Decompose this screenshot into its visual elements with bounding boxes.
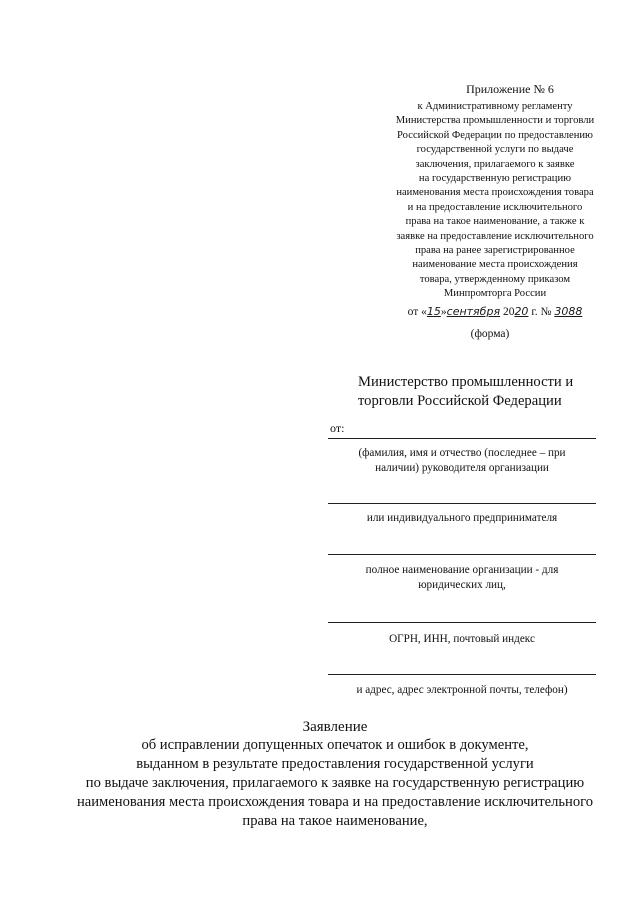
order-date-number	[380, 305, 610, 318]
appendix-line: права на такое наименование, а также к	[405, 216, 585, 228]
statement-line: по выдаче заключения, прилагаемого к заявке на государственную регистрацию	[85, 775, 585, 791]
appendix-regulation-text	[380, 100, 610, 302]
appendix-line: наименование места происхождения	[412, 259, 578, 271]
date-prefix: от «	[407, 306, 427, 318]
applicant-name-field[interactable]	[328, 438, 596, 439]
appendix-line: и на предоставление исключительного	[407, 201, 583, 213]
appendix-line: Российской Федерации по предоставлению	[397, 129, 593, 141]
organization-name-field[interactable]	[328, 554, 596, 555]
appendix-line: наименования места происхождения товара	[396, 187, 594, 199]
field-caption: или индивидуального предпринимателя	[366, 512, 558, 524]
recipient-line: Министерство промышленности и	[358, 374, 574, 390]
statement-line: об исправлении допущенных опечаток и ошибок в документе,	[141, 737, 529, 753]
appendix-line: заключения, прилагаемого к заявке	[415, 158, 575, 170]
appendix-line: на государственную регистрацию	[418, 173, 572, 185]
field-caption: (фамилия, имя и отчество (последнее – при наличии) руководителя организации	[358, 447, 566, 474]
entrepreneur-field[interactable]	[328, 503, 596, 504]
appendix-line: заявке на предоставление исключительного	[396, 230, 594, 242]
recipient-block	[358, 373, 608, 411]
date-mid: »	[440, 306, 447, 318]
statement-subject	[0, 736, 640, 831]
appendix-line: Министерства промышленности и торговли	[395, 115, 595, 127]
appendix-line: права на ранее зарегистрированное	[415, 245, 575, 257]
statement-line: наименования места происхождения товара и на предоставление исключительного	[76, 794, 594, 810]
date-day-handwritten: 15	[426, 305, 441, 318]
statement-line: права на такое наименование,	[242, 813, 428, 829]
date-month-handwritten: сентября	[446, 305, 501, 318]
appendix-line: Минпромторга России	[443, 288, 547, 300]
appendix-line: к Административному регламенту	[417, 101, 573, 112]
field-caption: ОГРН, ИНН, почтовый индекс	[389, 633, 535, 645]
ogrn-inn-postcode-field[interactable]	[328, 622, 596, 623]
statement-line: выданном в результате предоставления государственной услуги	[136, 756, 534, 772]
appendix-line: государственной услуги по выдаче	[416, 144, 574, 156]
from-label: от:	[330, 421, 345, 435]
form-label: (форма)	[470, 328, 510, 340]
appendix-title: Приложение № 6	[466, 82, 554, 96]
field-caption: полное наименование организации - для юридических лиц,	[365, 564, 559, 591]
order-number-handwritten: 3088	[554, 305, 583, 318]
date-year-prefix: 20	[502, 306, 515, 318]
appendix-line: товара, утвержденному приказом	[419, 273, 571, 285]
recipient-line: торговли Российской Федерации	[358, 393, 562, 409]
field-caption: и адрес, адрес электронной почты, телефон)	[356, 684, 568, 696]
date-year-handwritten: 20	[514, 305, 529, 318]
address-contacts-field[interactable]	[328, 674, 596, 675]
statement-title: Заявление	[302, 719, 368, 735]
order-number-label: г. №	[528, 306, 555, 318]
